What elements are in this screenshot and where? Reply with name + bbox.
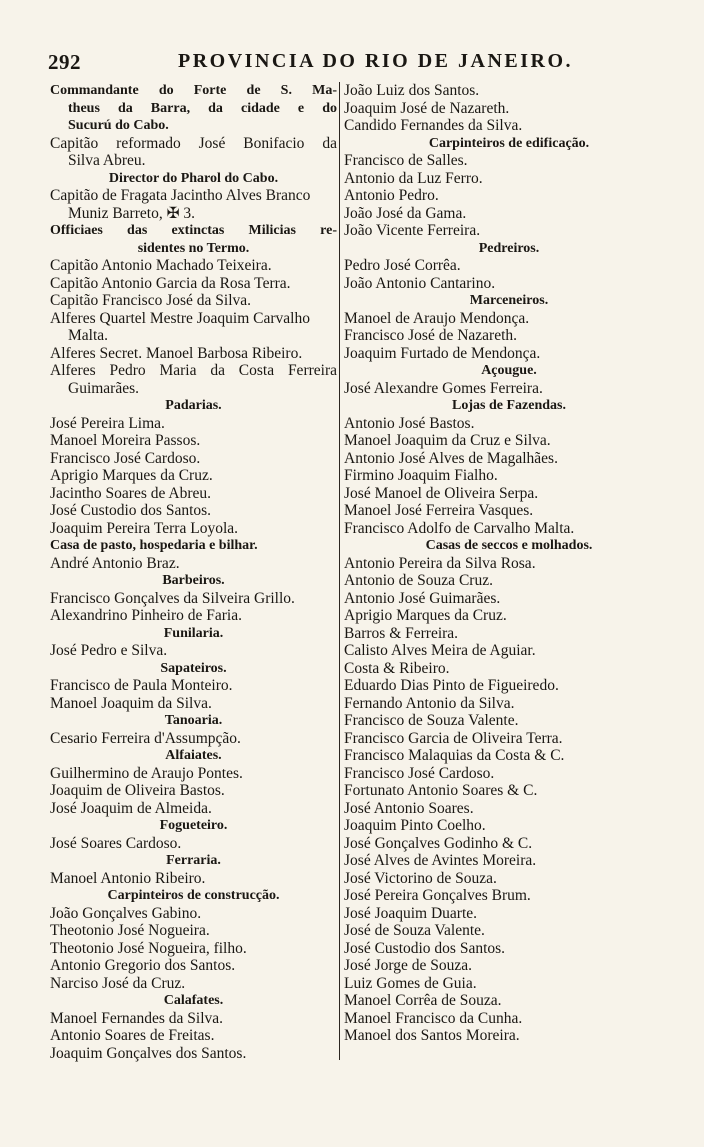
- directory-entry: João Antonio Cantarino.: [344, 274, 496, 292]
- directory-entry: Francisco José Cardoso.: [344, 764, 495, 782]
- directory-entry: Manoel Joaquim da Cruz e Silva.: [344, 432, 551, 449]
- directory-entry: José Soares Cardoso.: [50, 834, 182, 852]
- directory-entry: Joaquim Furtado de Mendonça.: [344, 344, 541, 362]
- directory-entry: Luiz Gomes de Guia.: [344, 974, 477, 992]
- section-heading: Director do Pharol do Cabo.: [108, 170, 279, 186]
- section-heading: Fogueteiro.: [159, 818, 228, 833]
- directory-entry: João José da Gama.: [344, 204, 467, 222]
- directory-entry: Antonio José Bastos.: [344, 414, 475, 432]
- directory-entry: Antonio Pedro.: [344, 187, 439, 204]
- directory-entry: Francisco Garcia de Oliveira Terra.: [344, 729, 563, 747]
- directory-entry: Cesario Ferreira d'Assumpção.: [50, 729, 241, 747]
- directory-entry: Francisco de Souza Valente.: [344, 712, 519, 729]
- directory-entry: Capitão Francisco José da Silva.: [50, 292, 252, 309]
- directory-entry: André Antonio Braz.: [50, 554, 180, 572]
- directory-entry: Fernando Antonio da Silva.: [344, 694, 515, 712]
- directory-entry: João Gonçalves Gabino.: [50, 904, 202, 922]
- directory-entry: Antonio Pereira da Silva Rosa.: [344, 554, 536, 572]
- directory-entry: Manoel Antonio Ribeiro.: [50, 869, 206, 887]
- directory-entry: José Jorge de Souza.: [344, 957, 472, 974]
- directory-entry: José Joaquim de Almeida.: [50, 799, 212, 817]
- directory-entry: Malta.: [68, 327, 109, 344]
- section-heading: Lojas de Fazendas.: [452, 398, 566, 413]
- directory-entry: Capitão Antonio Machado Teixeira.: [50, 257, 272, 274]
- directory-entry: José Pereira Lima.: [50, 414, 165, 432]
- directory-entry: Antonio José Guimarães.: [344, 589, 501, 607]
- directory-entry: Theotonio José Nogueira.: [50, 922, 210, 939]
- directory-entry: José Pereira Gonçalves Brum.: [344, 887, 531, 904]
- directory-entry: Antonio Soares de Freitas.: [50, 1027, 215, 1044]
- directory-entry: Francisco Adolfo de Carvalho Malta.: [344, 519, 575, 537]
- directory-entry: Francisco Gonçalves da Silveira Grillo.: [50, 589, 295, 607]
- directory-entry: Alferes Quartel Mestre Joaquim Carvalho: [50, 309, 310, 327]
- directory-entry: Silva Abreu.: [68, 152, 146, 169]
- directory-entry: Francisco José de Nazareth.: [344, 327, 518, 344]
- directory-entry: Joaquim José de Nazareth.: [344, 99, 510, 117]
- right-column: [344, 82, 674, 1045]
- column-divider: [339, 82, 340, 1060]
- directory-entry: José de Souza Valente.: [344, 922, 485, 939]
- directory-entry: José Antonio Soares.: [344, 799, 474, 817]
- section-heading: Barbeiros.: [162, 573, 225, 588]
- directory-entry: Costa & Ribeiro.: [344, 659, 450, 677]
- directory-entry: Barros & Ferreira.: [344, 624, 459, 642]
- section-heading: Carpinteiros de edificação.: [428, 135, 590, 151]
- directory-entry: Francisco Malaquias da Costa & C.: [344, 747, 565, 764]
- section-heading: sidentes no Termo.: [137, 240, 250, 256]
- directory-entry: Muniz Barreto, ✠ 3.: [68, 204, 196, 222]
- directory-entry: Manoel Fernandes da Silva.: [50, 1009, 224, 1027]
- section-heading: Casa de pasto, hospedaria e bilhar.: [50, 538, 258, 553]
- directory-entry: José Manoel de Oliveira Serpa.: [344, 484, 539, 502]
- directory-entry: José Custodio dos Santos.: [50, 502, 212, 519]
- section-heading: Padarias.: [165, 398, 222, 413]
- directory-entry: José Alexandre Gomes Ferreira.: [344, 379, 543, 397]
- directory-entry: Joaquim Pinto Coelho.: [344, 817, 486, 834]
- directory-entry: Capitão de Fragata Jacintho Alves Branco: [50, 187, 311, 204]
- section-heading: Pedreiros.: [478, 240, 540, 256]
- page-number: 292: [48, 50, 81, 74]
- directory-entry: Alferes Pedro Maria da Costa Ferreira: [50, 362, 337, 379]
- directory-entry: Joaquim de Oliveira Bastos.: [50, 782, 225, 799]
- directory-entry: José Pedro e Silva.: [50, 642, 168, 659]
- directory-entry: Manoel Corrêa de Souza.: [344, 992, 502, 1009]
- directory-entry: Francisco de Paula Monteiro.: [50, 677, 233, 694]
- directory-entry: José Alves de Avintes Moreira.: [344, 852, 537, 869]
- section-heading: theus da Barra, da cidade e do: [68, 100, 337, 116]
- directory-entry: José Gonçalves Godinho & C.: [344, 834, 533, 852]
- directory-entry: Theotonio José Nogueira, filho.: [50, 939, 247, 957]
- directory-entry: Manoel dos Santos Moreira.: [344, 1027, 520, 1044]
- directory-entry: Jacintho Soares de Abreu.: [50, 484, 211, 502]
- directory-entry: Candido Fernandes da Silva.: [344, 117, 523, 134]
- section-heading: Sapateiros.: [160, 660, 227, 676]
- section-heading: Sucurú do Cabo.: [68, 118, 169, 133]
- section-heading: Alfaiates.: [165, 748, 222, 763]
- section-heading: Officiaes das extinctas Milicias re-: [50, 223, 337, 238]
- section-heading: Funilaria.: [163, 625, 224, 641]
- directory-entry: Francisco de Salles.: [344, 152, 468, 169]
- directory-entry: Joaquim Pereira Terra Loyola.: [50, 519, 239, 537]
- directory-entry: João Luiz dos Santos.: [344, 82, 480, 99]
- directory-entry: Antonio Gregorio dos Santos.: [50, 957, 236, 974]
- directory-entry: Antonio de Souza Cruz.: [344, 572, 493, 589]
- directory-entry: Narciso José da Cruz.: [50, 974, 186, 992]
- directory-entry: João Vicente Ferreira.: [344, 222, 481, 239]
- directory-entry: Manoel José Ferreira Vasques.: [344, 502, 534, 519]
- directory-entry: Antonio da Luz Ferro.: [344, 169, 483, 187]
- section-heading: Tanoaria.: [164, 713, 223, 728]
- directory-entry: Manoel Moreira Passos.: [50, 432, 201, 449]
- directory-entry: Pedro José Corrêa.: [344, 257, 461, 274]
- directory-entry: Guilhermino de Araujo Pontes.: [50, 764, 243, 782]
- directory-entry: Aprigio Marques da Cruz.: [344, 607, 507, 624]
- page-title: PROVINCIA DO RIO DE JANEIRO.: [178, 50, 574, 72]
- directory-entry: Manoel Joaquim da Silva.: [50, 694, 212, 712]
- section-heading: Casas de seccos e molhados.: [425, 538, 593, 553]
- directory-entry: Francisco José Cardoso.: [50, 449, 201, 467]
- directory-entry: Manoel de Araujo Mendonça.: [344, 309, 530, 327]
- directory-entry: Joaquim Gonçalves dos Santos.: [50, 1044, 247, 1062]
- directory-entry: Eduardo Dias Pinto de Figueiredo.: [344, 677, 559, 694]
- directory-entry: Capitão reformado José Bonifacio da: [50, 134, 337, 152]
- section-heading: Commandante do Forte de S. Ma-: [50, 83, 337, 98]
- running-header: [30, 50, 690, 78]
- directory-entry: Fortunato Antonio Soares & C.: [344, 782, 538, 799]
- directory-entry: Calisto Alves Meira de Aguiar.: [344, 642, 536, 659]
- directory-entry: Antonio José Alves de Magalhães.: [344, 449, 558, 467]
- left-column: [50, 82, 337, 1062]
- directory-entry: Alferes Secret. Manoel Barbosa Ribeiro.: [50, 344, 303, 362]
- directory-entry: Aprigio Marques da Cruz.: [50, 467, 213, 484]
- directory-entry: José Victorino de Souza.: [344, 869, 497, 887]
- directory-entry: Capitão Antonio Garcia da Rosa Terra.: [50, 274, 291, 292]
- directory-entry: Guimarães.: [68, 379, 140, 397]
- section-heading: Calafates.: [163, 993, 224, 1008]
- section-heading: Açougue.: [481, 363, 537, 378]
- section-heading: Ferraria.: [166, 853, 221, 868]
- directory-entry: José Custodio dos Santos.: [344, 939, 506, 957]
- section-heading: Carpinteiros de construcção.: [107, 888, 280, 903]
- directory-entry: Firmino Joaquim Fialho.: [344, 467, 498, 484]
- section-heading: Marceneiros.: [469, 293, 549, 308]
- directory-entry: Manoel Francisco da Cunha.: [344, 1009, 523, 1027]
- directory-entry: José Joaquim Duarte.: [344, 904, 478, 922]
- directory-entry: Alexandrino Pinheiro de Faria.: [50, 607, 242, 624]
